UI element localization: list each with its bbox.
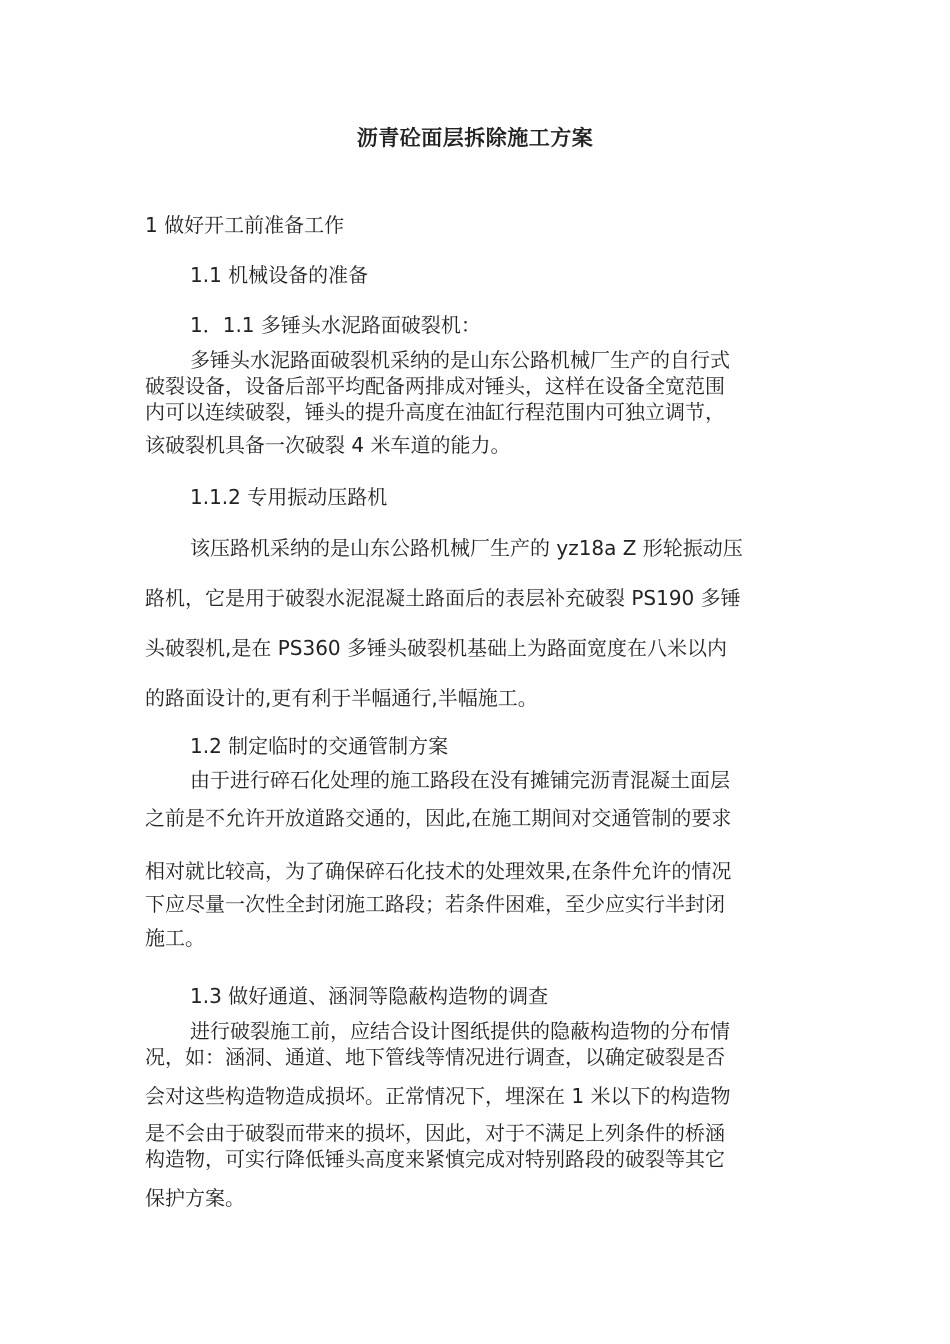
paragraph-line: 多锤头水泥路面破裂机采纳的是山东公路机械厂生产的自行式 [190,348,730,372]
paragraph-line: 下应尽量一次性全封闭施工路段；若条件困难，至少应实行半封闭 [145,892,725,916]
paragraph-line: 是不会由于破裂而带来的损坏，因此，对于不满足上列条件的桥涵 [145,1121,725,1145]
section-heading-1-1-2: 1.1.2 专用振动压路机 [190,485,388,509]
paragraph-line: 路机，它是用于破裂水泥混凝土路面后的表层补充破裂 PS190 多锤 [145,586,741,610]
paragraph-line: 况，如：涵洞、通道、地下管线等情况进行调查，以确定破裂是否 [145,1045,725,1069]
section-heading-1-2: 1.2 制定临时的交通管制方案 [190,734,449,758]
paragraph-line: 之前是不允许开放道路交通的，因此,在施工期间对交通管制的要求 [145,806,732,830]
paragraph-line: 相对就比较高，为了确保碎石化技术的处理效果,在条件允许的情况 [145,859,732,883]
document-title: 沥青砼面层拆除施工方案 [356,126,594,150]
section-heading-1-3: 1.3 做好通道、涵洞等隐蔽构造物的调查 [190,984,549,1008]
paragraph-line: 头破裂机,是在 PS360 多锤头破裂机基础上为路面宽度在八米以内 [145,636,728,660]
paragraph-1-2 [145,766,807,956]
paragraph-line: 该压路机采纳的是山东公路机械厂生产的 yz18a Z 形轮振动压 [190,536,743,560]
paragraph-line: 内可以连续破裂，锤头的提升高度在油缸行程范围内可独立调节， [145,400,725,424]
section-heading-1-1: 1.1 机械设备的准备 [190,263,369,287]
paragraph-line: 进行破裂施工前，应结合设计图纸提供的隐蔽构造物的分布情 [190,1019,730,1043]
paragraph-1-1-2 [145,530,807,730]
paragraph-1-1-1 [145,347,807,463]
section-heading-1-1-1: 1．1.1 多锤头水泥路面破裂机： [190,313,481,337]
paragraph-line: 保护方案。 [145,1186,245,1210]
paragraph-line: 构造物，可实行降低锤头高度来紧慎完成对特别路段的破裂等其它 [145,1147,725,1171]
paragraph-line: 施工。 [145,926,205,950]
section-heading-1: 1 做好开工前准备工作 [145,213,345,237]
paragraph-line: 会对这些构造物造成损坏。正常情况下，埋深在 1 米以下的构造物 [145,1084,731,1108]
paragraph-line: 破裂设备，设备后部平均配备两排成对锤头，这样在设备全宽范围 [145,374,725,398]
paragraph-line: 该破裂机具备一次破裂 4 米车道的能力。 [145,433,511,457]
paragraph-line: 的路面设计的,更有利于半幅通行,半幅施工。 [145,686,538,710]
paragraph-line: 由于进行碎石化处理的施工路段在没有摊铺完沥青混凝土面层 [190,768,730,792]
paragraph-1-3 [145,1018,807,1216]
